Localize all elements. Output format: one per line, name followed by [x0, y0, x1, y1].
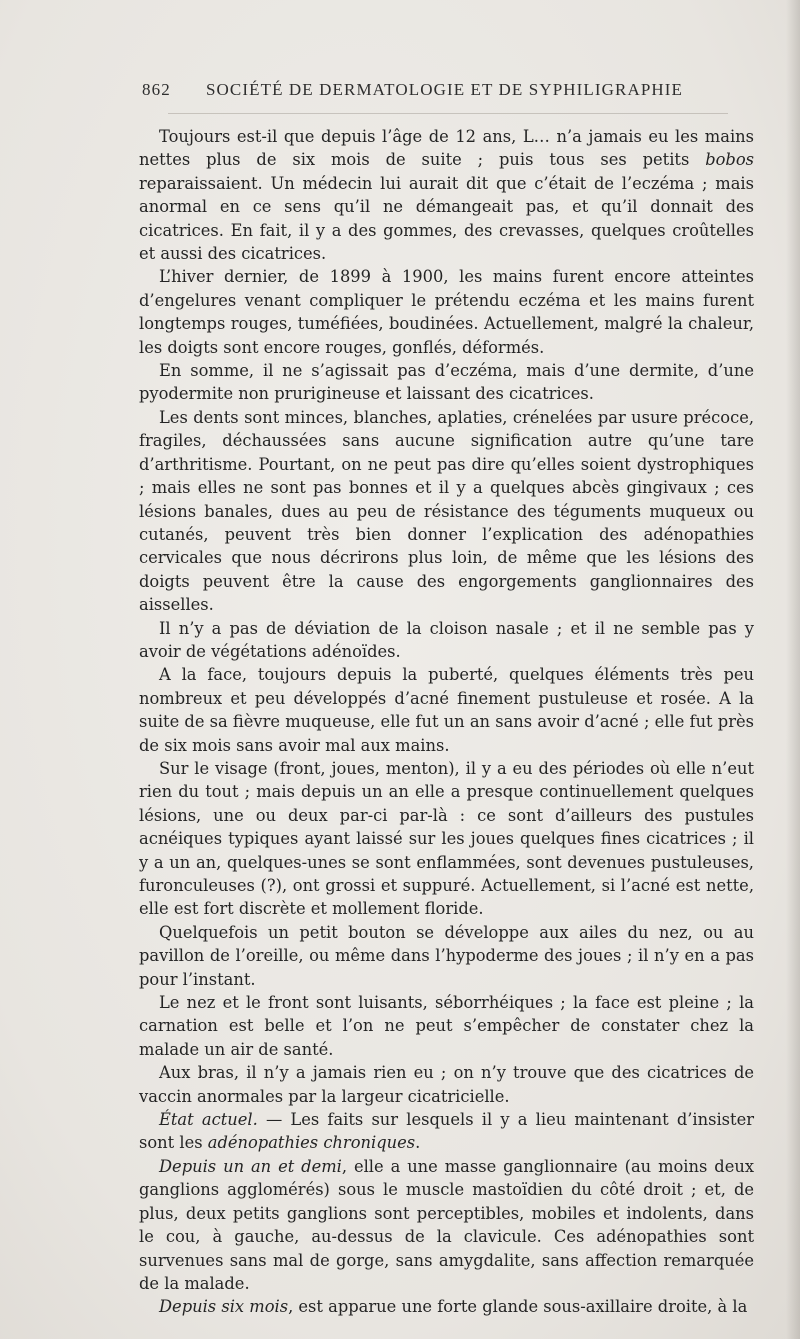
paragraph-11-text-a: — Les faits sur lesquels il y a lieu maintenant d’insister sont les — [139, 1110, 754, 1153]
paragraph-13-italic: Depuis six mois — [159, 1297, 289, 1317]
page-number: 862 — [142, 80, 171, 99]
paragraph-7: Sur le visage (front, joues, menton), il y a eu des périodes où elle n’eut rien du tout ; mais depuis un an elle a presque continuellement quelques lésions, une ou deux par-ci par-là : ce sont d’ailleurs des pustules acnéiques typiques ayant laissé sur les joues quelques fines cicatrices ; il y a un an, quelques-unes se sont enflammées, sont devenues pustuleuses, furonculeuses (?), ont grossi et suppuré. Actuellement, si l’acné est nette, elle est fort discrète et mollement floride. — [139, 758, 754, 919]
paragraph-1-italic: bobos — [705, 150, 754, 170]
paragraph-1 — [139, 125, 754, 265]
paragraph-4: Les dents sont minces, blanches, aplaties, crénelées par usure précoce, fragiles, déchaussées sans aucune signification autre qu’une tare d’arthritisme. Pourtant, on ne peut pas dire qu’elles soient dystrophiques ; mais elles ne sont pas bonnes et il y a quelques abcès gingivaux ; ces lésions banales, dues au peu de résistance des téguments muqueux ou cutanés, peuvent très bien donner l’explication des adénopathies cervicales que nous décrirons plus loin, de même que les lésions des doigts peuvent être la cause des engorgements ganglionnaires des aisselles. — [139, 407, 754, 615]
paragraph-11 — [139, 1108, 754, 1155]
paragraph-12-text: , elle a une masse ganglionnaire (au moins deux ganglions agglomérés) sous le muscle mastoïdien du côté droit ; et, de plus, deux petits ganglions sont perceptibles, mobiles et indolents, dans le cou, à gauche, au-dessus de la clavicule. Ces adénopathies sont survenues sans mal de gorge, sans amygdalite, sans affection remarquée de la malade. — [139, 1156, 754, 1293]
paragraph-3: En somme, il ne s’agissait pas d’eczéma, mais d’une dermite, d’une pyodermite non prurigineuse et laissant des cicatrices. — [139, 361, 754, 404]
paragraph-1-text-a: Toujours est-il que depuis l’âge de 12 ans, L… n’a jamais eu les mains nettes plus de six mois de suite ; puis tous ses petits — [139, 127, 754, 170]
paragraph-13-text: , est apparue une forte glande sous-axillaire droite, à la — [288, 1297, 748, 1317]
running-header — [142, 80, 754, 104]
paragraph-1-text-b: reparaissaient. Un médecin lui aurait dit que c’était de l’eczéma ; mais anormal en ce sens qu’il ne démangeait pas, et qu’il donnait des cicatrices. En fait, il y a des gommes, des crevasses, quelques croûtelles et aussi des cicatrices. — [139, 173, 754, 264]
paragraph-12 — [139, 1155, 754, 1295]
paragraph-2: L’hiver dernier, de 1899 à 1900, les mains furent encore atteintes d’engelures venant compliquer le prétendu eczéma et les mains furent longtemps rouges, tuméfiées, boudinées. Actuellement, malgré la chaleur, les doigts sont encore rouges, gonflés, déformés. — [139, 267, 754, 357]
running-title: SOCIÉTÉ DE DERMATOLOGIE ET DE SYPHILIGRAPHIE — [206, 80, 684, 99]
paragraph-6: A la face, toujours depuis la puberté, quelques éléments très peu nombreux et peu développés d’acné finement pustuleuse et rosée. A la suite de sa fièvre muqueuse, elle fut un an sans avoir d’acné ; elle fut près de six mois sans avoir mal aux mains. — [139, 665, 754, 755]
paragraph-11-italic-2: adénopathies chroniques — [207, 1133, 416, 1153]
body-text — [139, 125, 754, 1319]
paragraph-8: Quelquefois un petit bouton se développe aux ailes du nez, ou au pavillon de l’oreille, ou même dans l’hypoderme des joues ; il n’y en a pas pour l’instant. — [139, 922, 754, 989]
header-rule — [168, 113, 728, 114]
page-edge-shadow — [786, 0, 800, 1339]
paragraph-12-italic: Depuis un an et demi — [159, 1156, 342, 1176]
paragraph-13 — [139, 1295, 754, 1318]
paragraph-9: Le nez et le front sont luisants, séborrhéiques ; la face est pleine ; la carnation est belle et l’on ne peut s’empêcher de constater chez la malade un air de santé. — [139, 993, 754, 1059]
paragraph-11-text-b: . — [415, 1133, 421, 1153]
paragraph-11-italic-1: État actuel. — [159, 1110, 258, 1130]
paragraph-10: Aux bras, il n’y a jamais rien eu ; on n’y trouve que des cicatrices de vaccin anormales par la largeur cicatricielle. — [139, 1063, 754, 1106]
paragraph-5: Il n’y a pas de déviation de la cloison nasale ; et il ne semble pas y avoir de végétations adénoïdes. — [139, 618, 754, 661]
